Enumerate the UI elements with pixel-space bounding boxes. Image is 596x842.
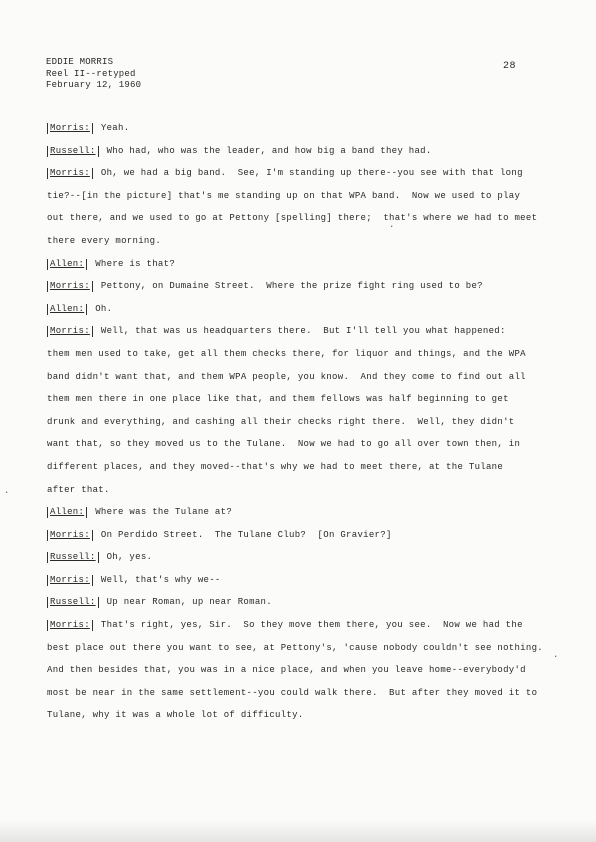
interview-date: February 12, 1960 bbox=[46, 80, 142, 90]
transcript-line bbox=[47, 275, 547, 298]
transcript-line bbox=[47, 659, 547, 682]
transcript-line bbox=[47, 501, 547, 524]
reel-label: Reel II--retyped bbox=[46, 68, 136, 79]
transcript-line bbox=[47, 411, 547, 434]
speaker-name: Morris: bbox=[50, 123, 90, 133]
speaker-name: Russell: bbox=[50, 597, 96, 608]
speaker-label bbox=[47, 597, 99, 608]
speaker-label bbox=[47, 168, 93, 179]
speaker-name: Allen: bbox=[50, 507, 85, 518]
transcript-line bbox=[47, 207, 547, 230]
transcript-line bbox=[47, 366, 547, 389]
transcript-line bbox=[47, 253, 547, 276]
line-text: Oh. bbox=[95, 303, 113, 314]
transcript-line bbox=[47, 185, 547, 208]
line-text: Who had, who was the leader, and how big a band they had. bbox=[106, 145, 432, 156]
transcript-line bbox=[47, 704, 547, 727]
line-text: most be near in the same settlement--you could walk there. But after they moved it to bbox=[47, 687, 538, 698]
line-text: Oh, we had a big band. See, I'm standing up there--you see with that long bbox=[100, 168, 523, 179]
transcript-line bbox=[47, 433, 547, 456]
line-text: drunk and everything, and cashing all their checks right there. Well, they didn't bbox=[47, 416, 515, 427]
transcript-line bbox=[47, 569, 547, 592]
stray-mark: · bbox=[553, 652, 559, 662]
line-text: Oh, yes. bbox=[106, 552, 153, 563]
speaker-name: Morris: bbox=[50, 326, 90, 337]
line-text: out there, and we used to go at Pettony [spelling] there; that's where we had to meet bbox=[47, 213, 538, 224]
speaker-label bbox=[47, 507, 87, 518]
speaker-label bbox=[47, 146, 99, 157]
transcript-line bbox=[47, 388, 547, 411]
speaker-label bbox=[47, 530, 93, 541]
speaker-label bbox=[47, 304, 87, 315]
speaker-label bbox=[47, 552, 99, 563]
line-text: different places, and they moved--that's why we had to meet there, at the Tulane bbox=[47, 461, 504, 472]
speaker-name: Allen: bbox=[50, 258, 85, 269]
speaker-name: Morris: bbox=[50, 620, 90, 631]
document-header bbox=[46, 57, 141, 92]
transcript-line bbox=[47, 614, 547, 637]
speaker-label bbox=[47, 123, 93, 134]
line-text: Well, that was us headquarters there. But I'll tell you what happened: bbox=[100, 326, 506, 337]
transcript-line bbox=[47, 343, 547, 366]
transcript-line bbox=[47, 591, 547, 614]
line-text: want that, so they moved us to the Tulane. Now we had to go all over town then, in bbox=[47, 439, 521, 450]
transcript-line bbox=[47, 682, 547, 705]
line-text: On Perdido Street. The Tulane Club? [On Gravier?] bbox=[100, 529, 392, 540]
speaker-name: Russell: bbox=[50, 145, 96, 156]
line-text: That's right, yes, Sir. So they move them there, you see. Now we had the bbox=[100, 620, 523, 631]
stray-mark: · bbox=[389, 222, 395, 232]
transcript-line bbox=[47, 320, 547, 343]
line-text: Up near Roman, up near Roman. bbox=[106, 597, 272, 608]
speaker-name: Allen: bbox=[50, 303, 85, 314]
transcript-line bbox=[47, 162, 547, 185]
page-number: 28 bbox=[502, 61, 516, 72]
line-text: them men there in one place like that, and them fellows was half beginning to get bbox=[47, 394, 509, 405]
speaker-label bbox=[47, 620, 93, 631]
speaker-name: Morris: bbox=[50, 529, 90, 540]
transcript-line bbox=[47, 230, 547, 253]
transcript-line bbox=[47, 117, 547, 140]
interviewee-name: EDDIE MORRIS bbox=[46, 57, 114, 67]
line-text: best place out there you want to see, at Pettony's, 'cause nobody couldn't see nothing. bbox=[47, 642, 543, 653]
transcript-line bbox=[47, 456, 547, 479]
line-text: tie?--[in the picture] that's me standing up on that WPA band. Now we used to play bbox=[47, 190, 521, 201]
transcript-body bbox=[47, 117, 547, 727]
speaker-label bbox=[47, 575, 93, 586]
transcript-line bbox=[47, 140, 547, 163]
speaker-label bbox=[47, 281, 93, 292]
line-text: And then besides that, you was in a nice place, and when you leave home--everybody'd bbox=[47, 665, 526, 676]
line-text: Tulane, why it was a whole lot of difficulty. bbox=[47, 710, 304, 721]
margin-mark: · bbox=[4, 488, 10, 498]
line-text: after that. bbox=[47, 484, 110, 495]
line-text: Where was the Tulane at? bbox=[95, 507, 233, 518]
transcript-line bbox=[47, 546, 547, 569]
line-text: Well, that's why we-- bbox=[100, 574, 221, 585]
transcript-line bbox=[47, 479, 547, 502]
line-text: Pettony, on Dumaine Street. Where the prize fight ring used to be? bbox=[100, 281, 483, 292]
page-edge bbox=[0, 820, 596, 842]
transcript-line bbox=[47, 637, 547, 660]
line-text: band didn't want that, and them WPA people, you know. And they come to find out all bbox=[47, 371, 526, 382]
line-text: them men used to take, get all them checks there, for liquor and things, and the WPA bbox=[47, 348, 526, 359]
speaker-label bbox=[47, 259, 87, 270]
line-text: Where is that? bbox=[95, 258, 176, 269]
speaker-name: Russell: bbox=[50, 552, 96, 563]
speaker-name: Morris: bbox=[50, 168, 90, 179]
transcript-line bbox=[47, 524, 547, 547]
speaker-name: Morris: bbox=[50, 281, 90, 292]
transcript-line bbox=[47, 298, 547, 321]
speaker-label bbox=[47, 326, 93, 337]
line-text: there every morning. bbox=[47, 235, 162, 246]
speaker-name: Morris: bbox=[50, 574, 90, 585]
line-text: Yeah. bbox=[100, 123, 130, 133]
